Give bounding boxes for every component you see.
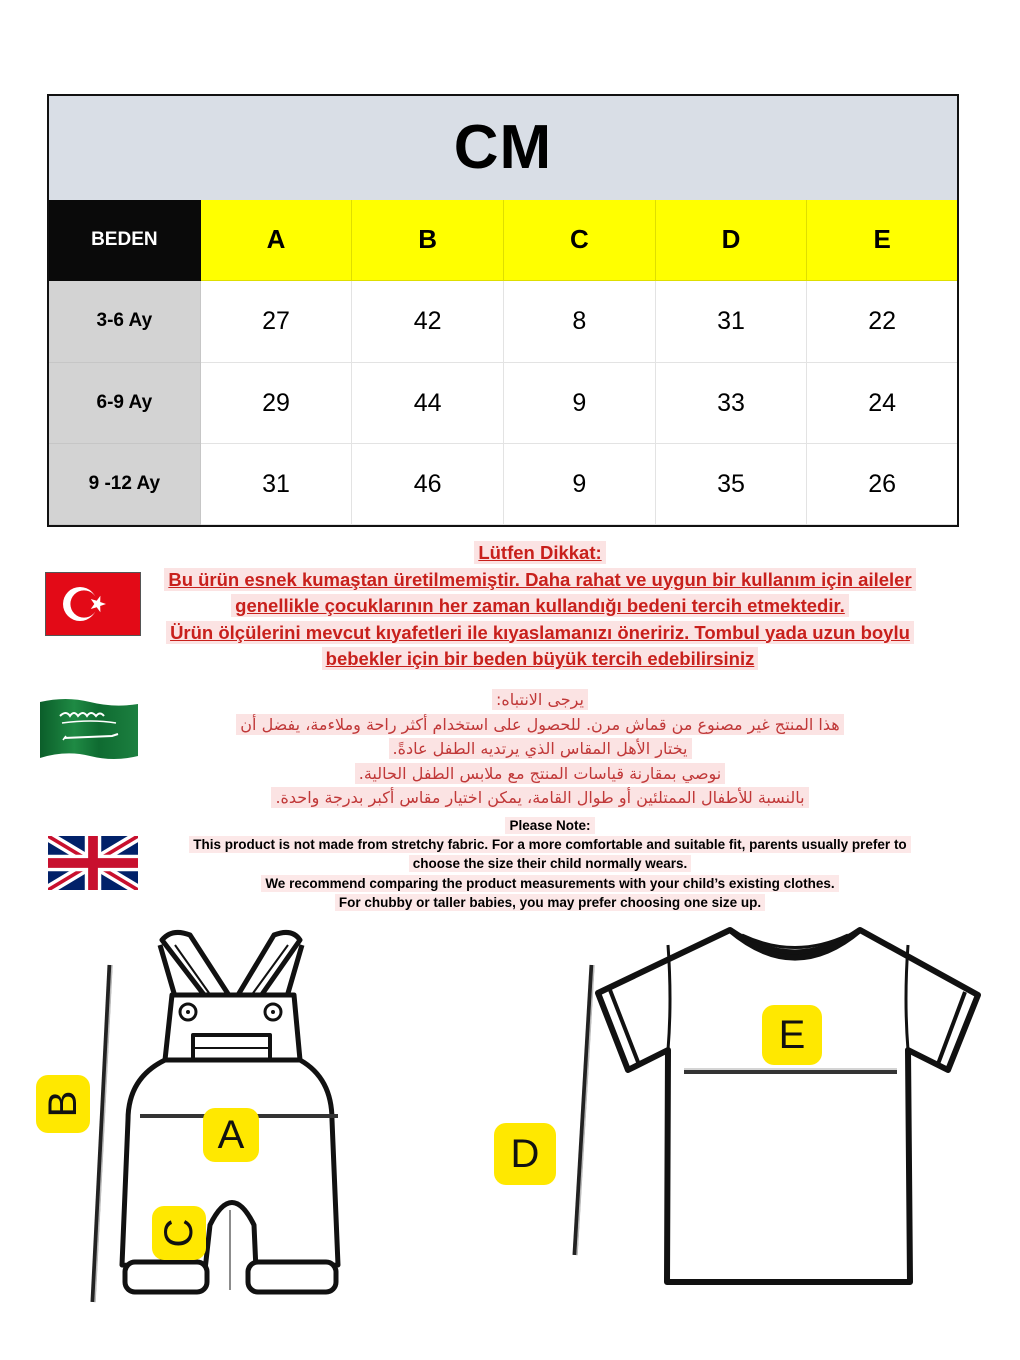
table-cell: 44	[352, 363, 504, 445]
uk-flag-icon	[48, 836, 138, 890]
table-title: CM	[49, 96, 957, 200]
measurement-badge-b: B	[36, 1075, 90, 1133]
table-cell: 24	[807, 363, 957, 445]
notice-line: bebekler için bir beden büyük tercih edebilirsiniz	[322, 647, 759, 670]
table-cell: 27	[201, 281, 353, 363]
measurement-badge-e: E	[762, 1005, 822, 1065]
table-cell: 26	[807, 444, 957, 525]
measurement-badge-a: A	[203, 1108, 259, 1162]
notice-line: genellikle çocuklarının her zaman kullandığı bedeni tercih etmektedir.	[231, 594, 849, 617]
notice-line: Ürün ölçülerini mevcut kıyafetleri ile kıyaslamanızı öneririz. Tombul yada uzun boylu	[166, 621, 914, 644]
header-col-b: B	[352, 200, 504, 282]
table-header-row	[49, 200, 957, 282]
notice-line: For chubby or taller babies, you may prefer choosing one size up.	[335, 894, 765, 911]
header-size-label: BEDEN	[49, 200, 201, 282]
measurement-badge-c: C	[152, 1206, 206, 1260]
table-cell: 8	[504, 281, 656, 363]
notice-line: هذا المنتج غير مصنوع من قماش مرن. للحصول على استخدام أكثر راحة وملاءمة، يفضل أن	[236, 714, 843, 735]
notice-line: بالنسبة للأطفال الممتلئين أو طوال القامة، يمكن اختيار مقاس أكبر بدرجة واحدة.	[271, 787, 808, 808]
header-col-d: D	[656, 200, 808, 282]
table-cell: 9	[504, 363, 656, 445]
arabic-notice	[190, 688, 890, 811]
table-cell: 31	[656, 281, 808, 363]
table-cell: 35	[656, 444, 808, 525]
notice-heading: Lütfen Dikkat:	[474, 541, 605, 564]
notice-line: We recommend comparing the product measurements with your child’s existing clothes.	[261, 875, 838, 892]
notice-line: choose the size their child normally wears.	[409, 855, 692, 872]
notice-heading: Please Note:	[505, 817, 594, 834]
notice-line: نوصي بمقارنة قياسات المنتج مع ملابس الطفل الحالية.	[355, 763, 726, 784]
measurement-badge-d: D	[494, 1123, 556, 1185]
garment-diagrams	[0, 915, 1020, 1360]
header-col-a: A	[201, 200, 353, 282]
notice-line: يختار الأهل المقاس الذي يرتديه الطفل عادةً.	[389, 738, 692, 759]
row-label: 9 -12 Ay	[49, 444, 201, 525]
table-row	[49, 444, 957, 525]
turkey-flag-icon	[45, 572, 141, 636]
english-notice	[160, 816, 940, 912]
table-cell: 31	[201, 444, 353, 525]
table-cell: 46	[352, 444, 504, 525]
notice-line: This product is not made from stretchy fabric. For a more comfortable and suitable fit, parents usually prefer to	[189, 836, 910, 853]
header-col-c: C	[504, 200, 656, 282]
size-table	[47, 94, 959, 527]
notice-line: Bu ürün esnek kumaştan üretilmemiştir. Daha rahat ve uygun bir kullanım için aileler	[164, 568, 915, 591]
turkish-notice	[150, 540, 930, 673]
table-cell: 29	[201, 363, 353, 445]
table-cell: 9	[504, 444, 656, 525]
row-label: 6-9 Ay	[49, 363, 201, 445]
header-col-e: E	[807, 200, 957, 282]
row-label: 3-6 Ay	[49, 281, 201, 363]
table-cell: 33	[656, 363, 808, 445]
table-cell: 22	[807, 281, 957, 363]
table-cell: 42	[352, 281, 504, 363]
notice-heading: يرجى الانتباه:	[492, 689, 588, 710]
saudi-flag-icon	[38, 696, 140, 762]
table-row	[49, 281, 957, 363]
table-row	[49, 363, 957, 445]
